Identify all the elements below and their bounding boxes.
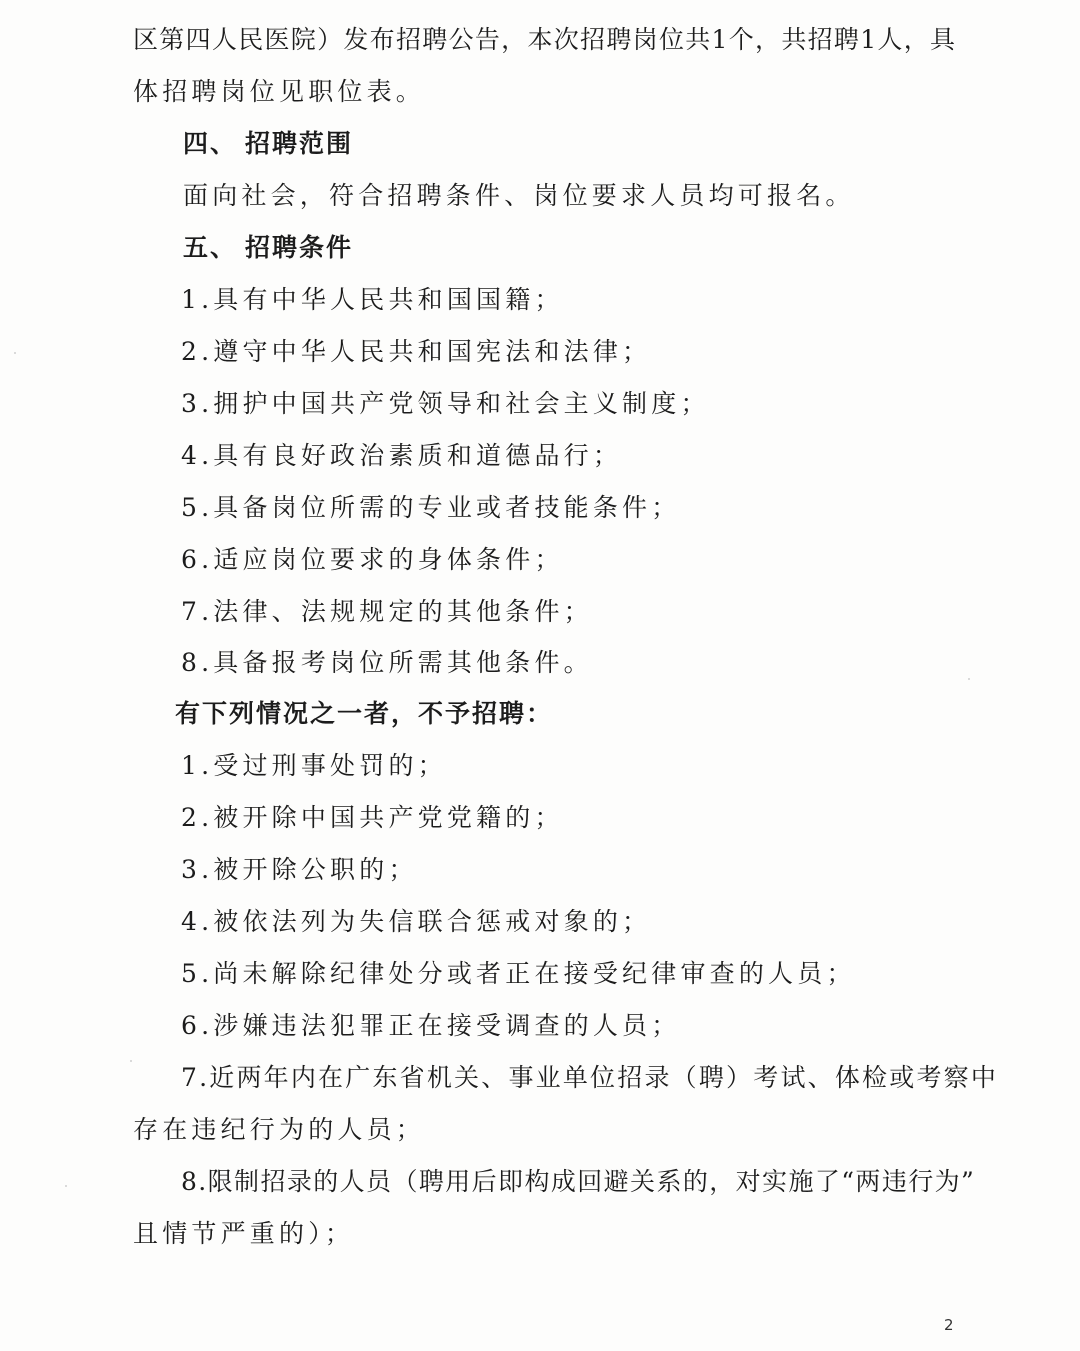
scan-speck bbox=[968, 678, 970, 680]
section-4-body: 面向社会，符合招聘条件、岗位要求人员均可报名。 bbox=[183, 181, 855, 210]
section-5-heading bbox=[183, 228, 353, 268]
condition-item: 2.遵守中华人民共和国宪法和法律； bbox=[181, 337, 652, 366]
exclusion-item: 3.被开除公职的； bbox=[181, 855, 418, 884]
condition-item: 1.具有中华人民共和国国籍； bbox=[181, 285, 564, 314]
exclusion-item-7-line-2: 存在违纪行为的人员； bbox=[133, 1115, 426, 1144]
page-number: 2 bbox=[944, 1316, 954, 1334]
exclusion-item-8-line-1: 8.限制招录的人员（聘用后即构成回避关系的，对实施了“两违行为” bbox=[181, 1167, 976, 1196]
condition-item: 6.适应岗位要求的身体条件； bbox=[181, 545, 564, 574]
scan-speck bbox=[14, 352, 16, 354]
condition-item: 8.具备报考岗位所需其他条件。 bbox=[181, 648, 593, 677]
section-4-heading bbox=[183, 124, 353, 164]
section-5-title: 招聘条件 bbox=[245, 233, 354, 262]
exclusion-item: 4.被依法列为失信联合惩戒对象的； bbox=[181, 907, 652, 936]
section-5-number: 五、 bbox=[183, 233, 238, 262]
section-4-title: 招聘范围 bbox=[245, 129, 354, 158]
exclusion-item-8-line-2: 且情节严重的）； bbox=[133, 1219, 355, 1248]
condition-item: 5.具备岗位所需的专业或者技能条件； bbox=[181, 493, 681, 522]
intro-line-1: 区 第 四 人 民 医 院 ） 发 布 招 聘 公 告 ， 本 次 招 聘 岗 位 共 1 个 ， 共 招 聘 1 人 ， 具 bbox=[133, 25, 955, 54]
intro-line-2: 体招聘岗位见职位表。 bbox=[133, 77, 426, 106]
exclusion-item: 2.被开除中国共产党党籍的； bbox=[181, 803, 564, 832]
scan-speck bbox=[130, 1060, 132, 1062]
exclusion-item: 1.受过刑事处罚的； bbox=[181, 751, 447, 780]
section-4-number: 四、 bbox=[183, 129, 238, 158]
exclusions-heading: 有下列情况之一者，不予招聘： bbox=[175, 699, 554, 728]
exclusion-item: 6.涉嫌违法犯罪正在接受调查的人员； bbox=[181, 1011, 681, 1040]
condition-item: 4.具有良好政治素质和道德品行； bbox=[181, 441, 623, 470]
exclusion-item-7-line-1: 7.近两年内在广东省机关、事业单位招录（聘）考试、体检或考察中 bbox=[181, 1063, 999, 1092]
condition-item: 3.拥护中国共产党领导和社会主义制度； bbox=[181, 389, 710, 418]
exclusion-item: 5.尚未解除纪律处分或者正在接受纪律审查的人员； bbox=[181, 959, 856, 988]
scan-speck bbox=[65, 1185, 67, 1187]
condition-item: 7.法律、法规规定的其他条件； bbox=[181, 597, 593, 626]
